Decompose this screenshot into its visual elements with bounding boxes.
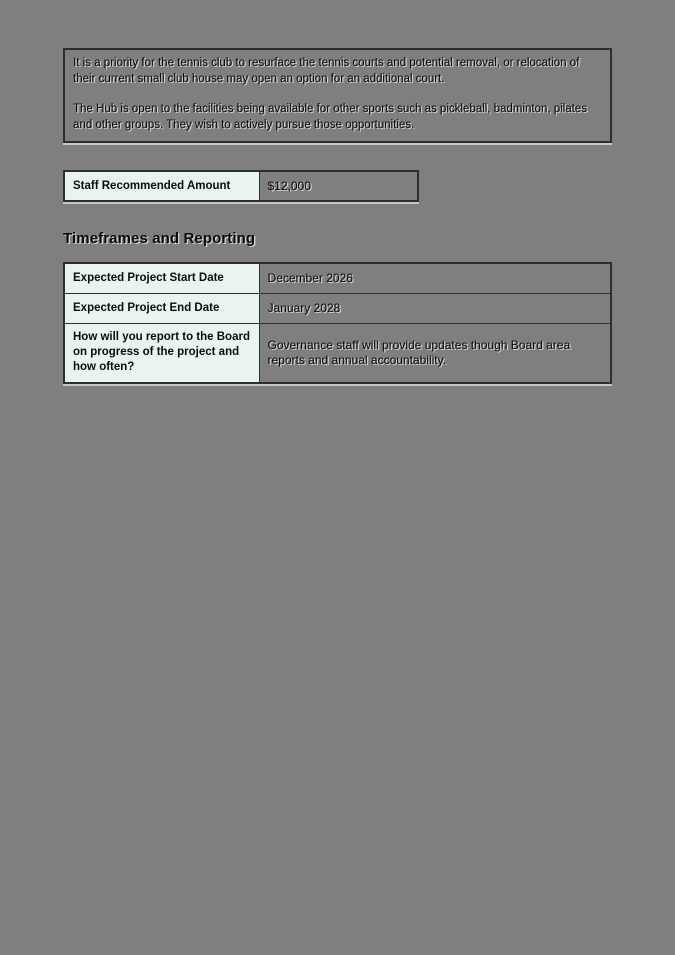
section-heading-timeframes: Timeframes and Reporting — [63, 230, 256, 247]
table-row — [64, 171, 418, 201]
table-row — [64, 293, 611, 323]
board-reporting-value: Governance staff will provide updates though Board area reports and annual accountability. — [259, 323, 611, 383]
board-reporting-label: How will you report to the Board on progress of the project and how often? — [64, 323, 259, 383]
project-end-date-value: January 2028 — [259, 293, 611, 323]
table-row — [64, 263, 611, 293]
project-start-date-value: December 2026 — [259, 263, 611, 293]
staff-recommended-amount-label: Staff Recommended Amount — [64, 171, 259, 201]
document-content — [63, 0, 612, 384]
staff-recommended-amount-table — [63, 170, 419, 202]
description-paragraph-2: The Hub is open to the facilities being available for other sports such as pickleball, badminton, pilates and other groups. They wish to actively pursue those opportunities. — [73, 103, 587, 131]
description-paragraph-1: It is a priority for the tennis club to resurface the tennis courts and potential removal, or relocation of their current small club house may open an option for an additional court. — [73, 57, 580, 85]
project-start-date-label: Expected Project Start Date — [64, 263, 259, 293]
project-end-date-label: Expected Project End Date — [64, 293, 259, 323]
staff-recommended-amount-value: $12,000 — [259, 171, 418, 201]
timeframes-reporting-table — [63, 262, 612, 384]
table-row — [64, 323, 611, 383]
project-description-box — [63, 48, 612, 143]
